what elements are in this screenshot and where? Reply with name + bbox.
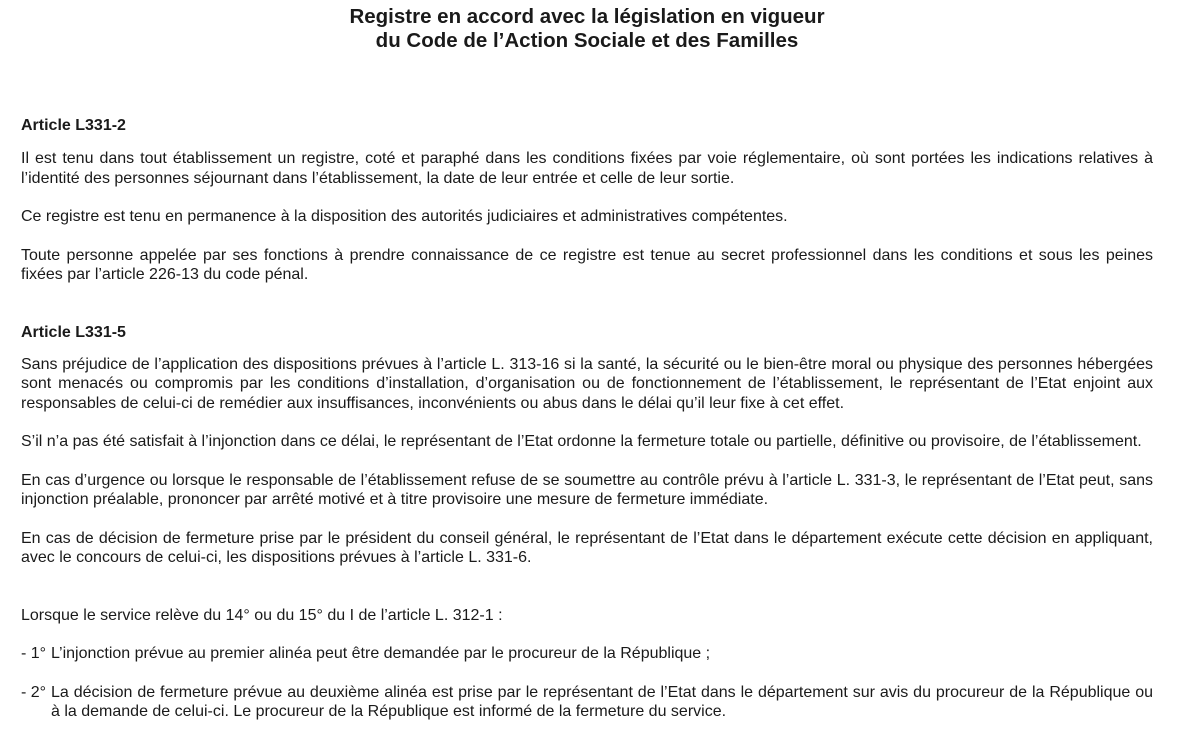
list-item-text: L’injonction prévue au premier alinéa peut être demandée par le procureur de la République ; (51, 645, 711, 662)
paragraph: Toute personne appelée par ses fonctions à prendre connaissance de ce registre est tenue au secret professionnel dans les conditions et sous les peines fixées par l’article 226-13 du code pénal. (21, 246, 1153, 283)
paragraph: S’il n’a pas été satisfait à l’injonction dans ce délai, le représentant de l’Etat ordonne la fermeture totale ou partielle, définitive ou provisoire, de l’établissement. (21, 433, 1142, 450)
title-line-1: Registre en accord avec la législation en vigueur (349, 5, 825, 28)
paragraph: En cas de décision de fermeture prise par le président du conseil général, le représentant de l’Etat dans le département exécute cette décision en appliquant, avec le concours de celui-ci, les dispositions prévues à l’article L. 331-6. (21, 529, 1153, 566)
article-l331-5 (21, 323, 1153, 722)
article-heading: Article L331-5 (21, 323, 126, 341)
article-l331-2 (21, 116, 1153, 285)
title-line-2: du Code de l’Action Sociale et des Familles (375, 29, 799, 52)
list-item (21, 644, 1153, 664)
list-marker: - 1° (21, 645, 47, 662)
article-heading: Article L331-2 (21, 117, 126, 134)
list-item-text: La décision de fermeture prévue au deuxième alinéa est prise par le représentant de l’Etat dans le département sur avis du procureur de la République ou à la demande de celui-ci. Le procureur de la République est informé de la fermeture du service. (51, 683, 1153, 720)
document-title (21, 5, 1153, 53)
list-item (21, 683, 1153, 722)
paragraph: Il est tenu dans tout établissement un registre, coté et paraphé dans les conditions fixées par voie réglementaire, où sont portées les indications relatives à l’identité des personnes séjournant dans l’établissement, la date de leur entrée et celle de leur sortie. (21, 150, 1153, 187)
paragraph: Ce registre est tenu en permanence à la disposition des autorités judiciaires et administratives compétentes. (21, 208, 788, 225)
document-page (21, 0, 1153, 722)
list-intro: Lorsque le service relève du 14° ou du 15° du I de l’article L. 312-1 : (21, 606, 503, 624)
list-marker: - 2° (21, 683, 47, 701)
paragraph: En cas d’urgence ou lorsque le responsable de l’établissement refuse de se soumettre au contrôle prévu à l’article L. 331-3, le représentant de l’Etat peut, sans injonction préalable, prononcer par arrêté motivé et à titre provisoire une mesure de fermeture immédiate. (21, 471, 1153, 508)
paragraph: Sans préjudice de l’application des dispositions prévues à l’article L. 313-16 si la santé, la sécurité ou le bien-être moral ou physique des personnes hébergées sont menacés ou compromis par les conditions d’installation, d’organisation ou de fonctionnement de l’établissement, le représentant de l’Etat enjoint aux responsables de celui-ci de remédier aux insuffisances, inconvénients ou abus dans le délai qu’il leur fixe à cet effet. (21, 355, 1153, 412)
